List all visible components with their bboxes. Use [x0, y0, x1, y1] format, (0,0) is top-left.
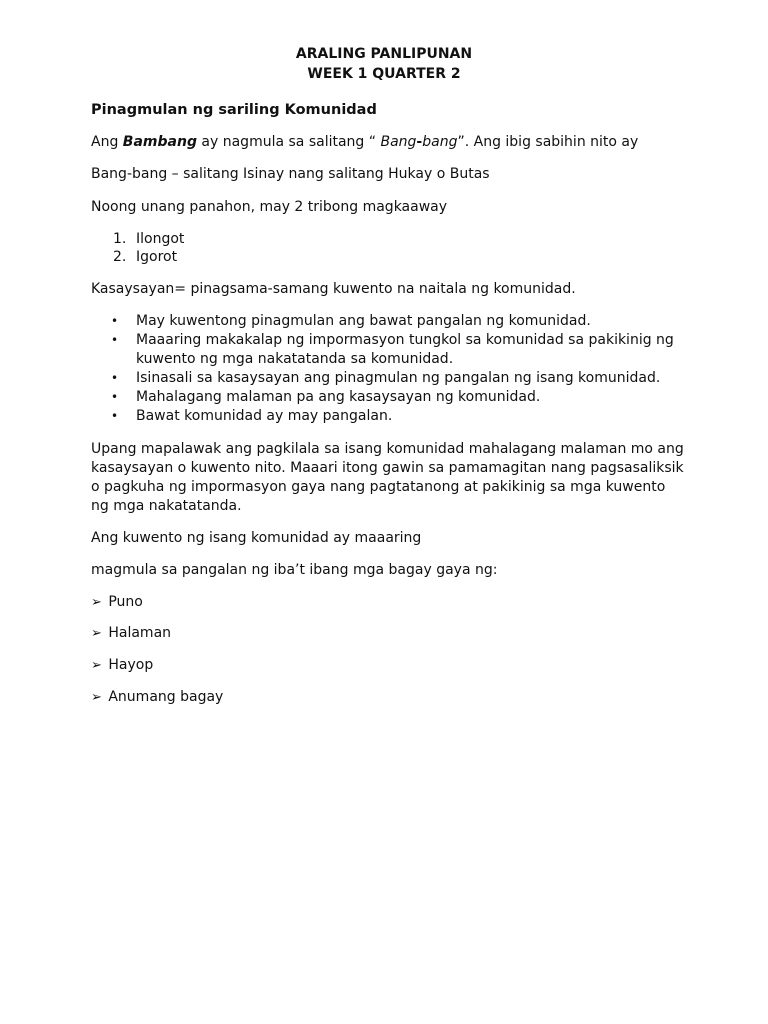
intro-italic-a: Bang [380, 134, 417, 150]
arrow-bullet-icon: ➢ [91, 658, 102, 673]
arrow-list-item [91, 656, 153, 675]
arrow-bullet-icon: ➢ [91, 626, 102, 641]
bullet-item: Mahalagang malaman pa ang kasaysayan ng komunidad. [136, 389, 541, 405]
document-subtitle: WEEK 1 QUARTER 2 [307, 66, 461, 82]
arrow-item-label: Hayop [108, 657, 154, 673]
paragraph-line: o pagkuha ng impormasyon gaya nang pagtatanong at pakikinig sa mga kuwento [91, 479, 666, 495]
bullet-marker: • [111, 390, 119, 404]
arrow-list-item [91, 624, 171, 643]
bullet-item: Maaaring makakalap ng impormasyon tungkol sa komunidad sa pakikinig ng [136, 332, 674, 348]
kuwento-line: Ang kuwento ng isang komunidad ay maaaring [91, 530, 422, 546]
definition-line: Bang-bang – salitang Isinay nang salitang Hukay o Butas [91, 166, 490, 182]
arrow-item-label: Anumang bagay [108, 689, 224, 705]
tribe-number: 1. [113, 231, 127, 247]
intro-hyphen: - [416, 134, 423, 150]
document-title: ARALING PANLIPUNAN [295, 46, 473, 62]
bullet-item: May kuwentong pinagmulan ang bawat pangalan ng komunidad. [136, 313, 591, 329]
intro-italic-b: bang [422, 134, 458, 150]
intro-part2: ay nagmula sa salitang “ [196, 134, 381, 150]
bullet-marker: • [111, 409, 119, 423]
intro-line [91, 133, 638, 152]
kasaysayan-definition: Kasaysayan= pinagsama-samang kuwento na naitala ng komunidad. [91, 281, 576, 297]
arrow-item-label: Halaman [108, 625, 172, 641]
paragraph-line: ng mga nakatatanda. [91, 498, 242, 514]
intro-bold-word: Bambang [122, 134, 197, 150]
tribe-name: Ilongot [136, 231, 185, 247]
kuwento-line: magmula sa pangalan ng iba’t ibang mga bagay gaya ng: [91, 562, 498, 578]
bullet-item: Isinasali sa kasaysayan ang pinagmulan ng pangalan ng isang komunidad. [136, 370, 661, 386]
arrow-bullet-icon: ➢ [91, 690, 102, 705]
paragraph-line: Upang mapalawak ang pagkilala sa isang komunidad mahalagang malaman mo ang [91, 441, 684, 457]
intro-part1: Ang [91, 134, 123, 150]
bullet-marker: • [111, 314, 119, 328]
arrow-item-label: Puno [108, 594, 143, 610]
bullet-marker: • [111, 333, 119, 347]
section-heading: Pinagmulan ng sariling Komunidad [91, 102, 377, 118]
tribes-intro: Noong unang panahon, may 2 tribong magkaaway [91, 199, 448, 215]
bullet-item-continuation: kuwento ng mga nakatatanda sa komunidad. [136, 351, 454, 367]
arrow-list-item [91, 593, 143, 612]
arrow-bullet-icon: ➢ [91, 595, 102, 610]
bullet-marker: • [111, 371, 119, 385]
intro-part3: ”. Ang ibig sabihin nito ay [457, 134, 639, 150]
tribe-name: Igorot [136, 249, 178, 265]
tribe-number: 2. [113, 249, 127, 265]
bullet-item: Bawat komunidad ay may pangalan. [136, 408, 393, 424]
paragraph-line: kasaysayan o kuwento nito. Maaari itong gawin sa pamamagitan nang pagsasaliksik [91, 460, 684, 476]
arrow-list-item [91, 688, 223, 707]
